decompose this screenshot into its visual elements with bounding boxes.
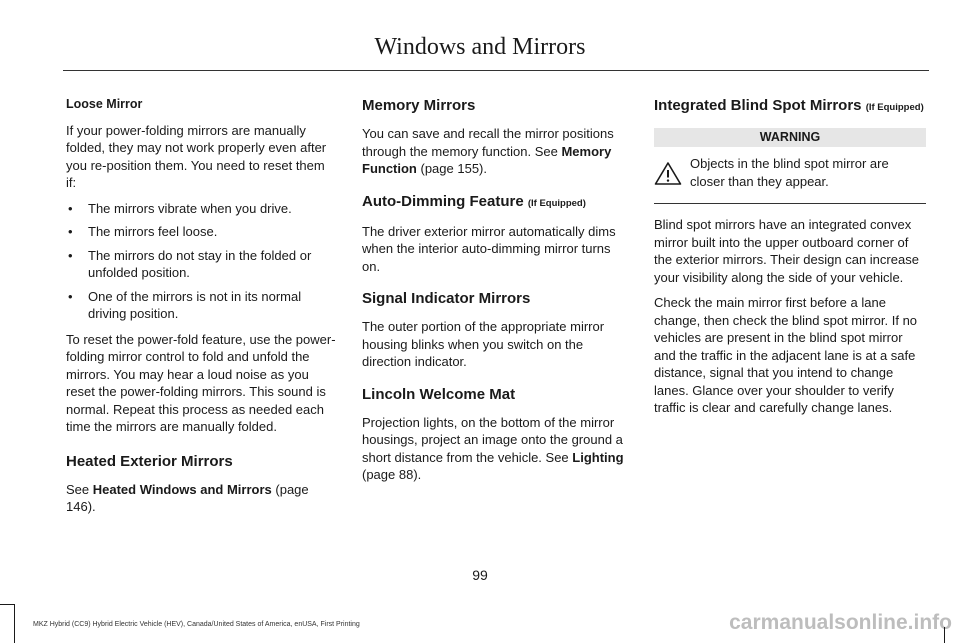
signal-indicator-text: The outer portion of the appropriate mirror housing blinks when you switch on the direction indicator. [362,319,605,369]
heated-mirrors-heading: Heated Exterior Mirrors [66,452,233,470]
if-equipped-tag: (If Equipped) [865,102,924,113]
header-rule [63,70,929,71]
bullet-icon: • [68,288,73,304]
auto-dimming-text: The driver exterior mirror automatically dims when the interior auto-dimming mirror turns on. [362,223,616,274]
lighting-link[interactable]: Lighting [572,449,624,465]
crop-mark-bottom-left [14,604,15,643]
loose-mirror-heading: Loose Mirror [66,97,143,111]
bullet-icon: • [68,224,73,239]
crop-mark-bottom-right [944,627,945,643]
bullet-icon: • [68,247,73,263]
heated-mirrors-text: See Heated Windows and Mirrors (page 146). [66,481,309,514]
column-right [654,96,926,425]
signal-indicator-heading: Signal Indicator Mirrors [362,290,531,307]
warning-label: WARNING [654,128,926,147]
warning-rule [654,203,926,204]
loose-mirror-intro: If your power-folding mirrors are manually folded, they may not work properly even after you re-position them. You need to reset them if: [66,122,327,190]
auto-dimming-heading: Auto-Dimming Feature (If Equipped) [362,192,586,210]
warning-triangle-icon [654,161,682,186]
blind-spot-text-1: Blind spot mirrors have an integrated convex mirror built into the upper outboard corner of the exterior mirrors. Their design can increase your visibility along the side of your vehicle. [654,217,919,285]
heated-windows-link[interactable]: Heated Windows and Mirrors [92,481,272,497]
welcome-mat-heading: Lincoln Welcome Mat [362,385,516,403]
crop-mark-bottom-left-h [0,604,14,605]
list-item: • The mirrors do not stay in the folded or unfolded position. [68,247,312,280]
memory-mirrors-text: You can save and recall the mirror positions through the memory function. See Memory Function (page 155). [362,126,614,176]
column-left [66,96,336,524]
page-number: 99 [472,567,488,583]
column-middle [362,96,632,492]
bullet-icon: • [68,200,73,216]
list-item: • The mirrors feel loose. [68,224,218,239]
warning-text: Objects in the blind spot mirror are closer than they appear. [690,156,889,189]
edition-footer: MKZ Hybrid (CC9) Hybrid Electric Vehicle (HEV), Canada/United States of America, enUSA, First Printing [33,621,360,628]
page-title: Windows and Mirrors [374,34,586,60]
if-equipped-tag: (If Equipped) [527,197,586,209]
blind-spot-text-2: Check the main mirror first before a lane change, then check the blind spot mirror. If no vehicles are present in the blind spot mirror and the traffic in the adjacent lane is at a safe distance, signal that you intend to change lanes. Glance over your shoulder to verify traffic is clear and carefully change lanes. [654,295,918,415]
list-item: • One of the mirrors is not in its normal driving position. [68,288,302,321]
welcome-mat-text: Projection lights, on the bottom of the mirror housings, project an image onto the ground a short distance from the vehicle. See Lighting (page 88). [362,414,624,482]
list-item: • The mirrors vibrate when you drive. [68,200,292,216]
reset-conditions-list [66,200,336,323]
watermark: carmanualsonline.info [729,611,952,634]
memory-mirrors-heading: Memory Mirrors [362,97,476,114]
blind-spot-heading: Integrated Blind Spot Mirrors (If Equipped) [654,97,924,114]
reset-instructions: To reset the power-fold feature, use the power-folding mirror control to fold and unfold the mirrors. You may hear a loud noise as you reset the power-folding mirrors. This sound is normal. Repeat this process as needed each time the mirrors are manually folded. [66,331,336,434]
memory-function-link[interactable]: Memory Function [362,143,612,176]
warning-box [654,155,926,193]
